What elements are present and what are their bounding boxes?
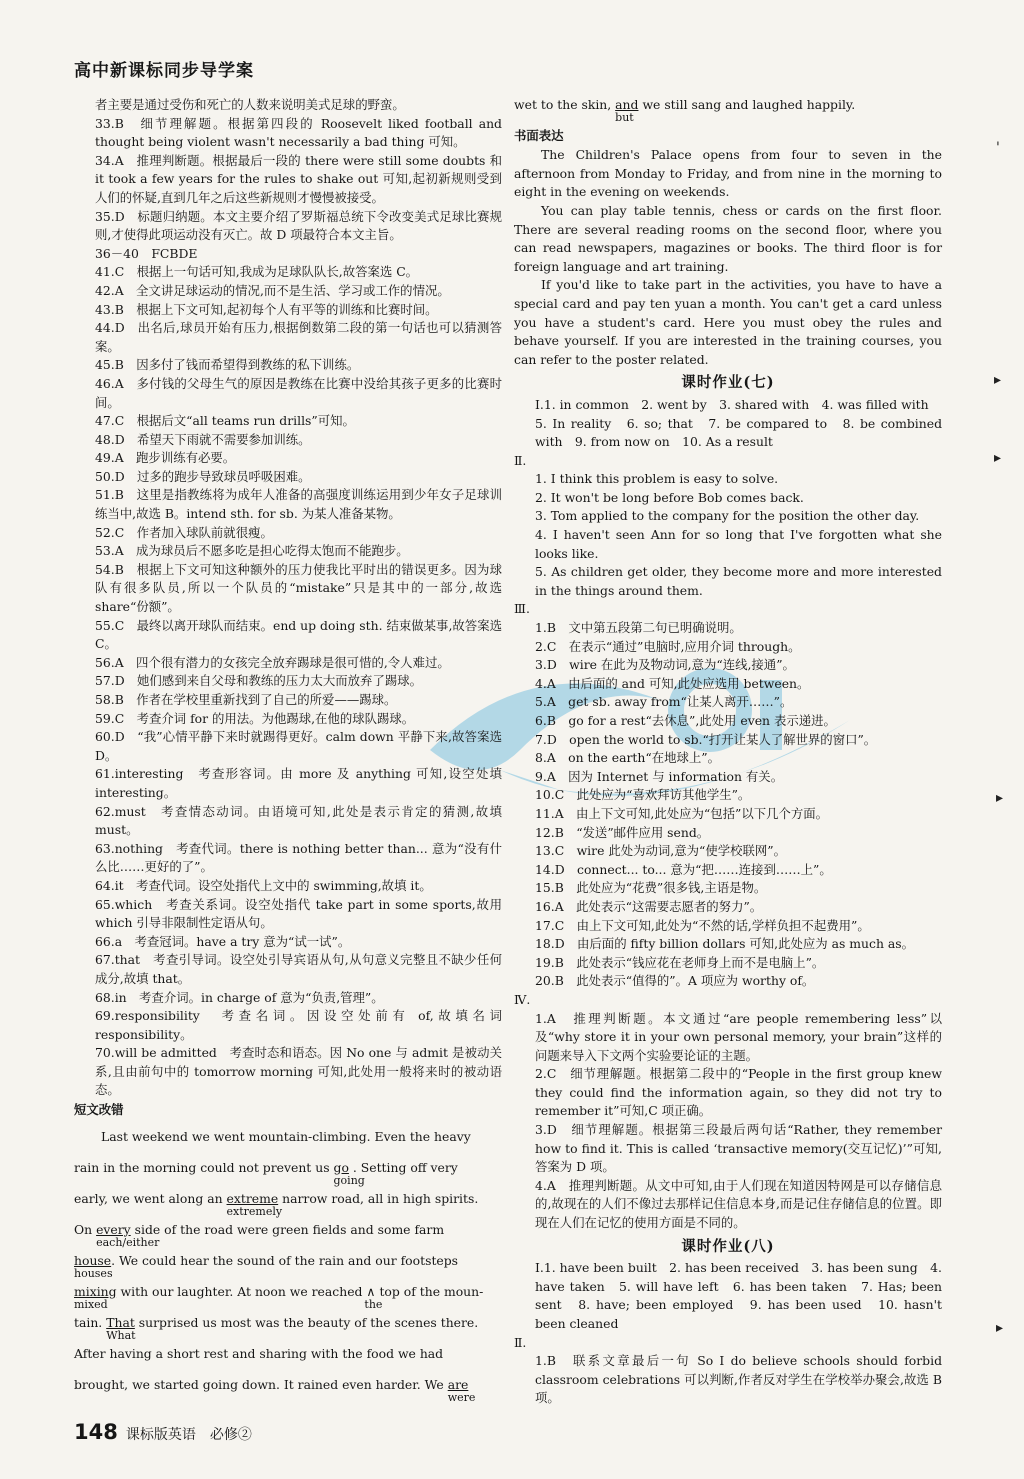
answer-item: 2. It won't be long before Bob comes back. [535,489,804,505]
error-word: go going [334,1152,349,1183]
answer-item: 59.C 考查介词 for 的用法。为他踢球,在他的球队踢球。 [95,710,415,726]
fix-word: mixed [74,1297,108,1311]
answer-item: 20.B 此处表示“值得的”。A 项应为 worthy of。 [535,973,815,989]
answer-item: 14.D connect... to... 意为“把……连接到……上”。 [535,861,832,877]
fix-word: extremely [226,1204,283,1218]
answer-item: 3.D 细节理解题。根据第三段最后两句话“Rather, they remember how to find it. This is called ‘transactive memory(交互记忆)’”可知,答案为 D 项。 [535,1122,942,1175]
error-word: extreme extremely [227,1183,279,1214]
answer-item: 4.A 由后面的 and 可知,此处应选用 between。 [535,675,810,691]
answer-item: 52.C 作者加入球队前就很瘦。 [95,524,273,540]
answer-item: Ⅰ.1. have been built 2. has been received 3. has been sung 4. have taken 5. will have left 6. has been taken 7. Has; been sent 8. have; been employed 9. has been used 10. hasn't been cleaned [535,1260,942,1331]
hw8-answers [514,1259,942,1408]
edge-mark: ' [996,140,1000,156]
answer-item: 48.D 希望天下雨就不需要参加训练。 [95,431,311,447]
answer-item: 1.A 推理判断题。本文通过“are people remembering less”以及“why store it in your own personal memory, your brain”这样的问题来导入下文两个实验要论证的主题。 [535,1010,942,1063]
answer-item: 66.a 考查冠词。have a try 意为“试一试”。 [95,933,351,949]
answer-item: 8.A on the earth“在地球上”。 [535,750,720,766]
answer-item: 9.A 因为 Internet 与 information 有关。 [535,768,784,784]
correction-line: wet to the skin, and but we still sang and laughed happily. [514,96,942,115]
answer-item: 57.D 她们感到来自父母和教练的压力太大而放弃了踢球。 [95,673,423,689]
answer-item: 2.C 在表示“通过”电脑时,应用介词 through。 [535,638,801,654]
fix-word: houses [74,1266,113,1280]
writing-heading: 书面表达 [514,127,564,143]
right-column [514,96,942,1408]
error-word: every each/either [96,1214,131,1245]
section-label: Ⅱ. [514,452,527,468]
error-word: house houses [74,1245,111,1276]
answer-item: 64.it 考查代词。设空处指代上文中的 swimming,故填 it。 [95,877,432,893]
edge-mark: ▸ [994,372,1002,388]
page-number: 148 [74,1420,118,1444]
answer-item: 44.D 出名后,球员开始有压力,根据倒数第二段的第一句话也可以猜测答案。 [95,320,502,354]
writing-passage [514,146,942,369]
answer-item: 69.responsibility 考查名词。因设空处前有 of,故填名词 responsibility。 [95,1008,502,1042]
book-title: 高中新课标同步导学案 [74,61,254,81]
correction-line: house houses . We could hear the sound of the rain and our footsteps [74,1245,502,1276]
answer-item: 56.A 四个很有潜力的女孩完全放弃踢球是很可惜的,令人难过。 [95,654,450,670]
edge-mark: ▸ [994,450,1002,466]
answer-item: 63.nothing 考查代词。there is nothing better than... 意为“没有什么比……更好的了”。 [95,840,502,875]
answer-item: 58.B 作者在学校里重新找到了自己的所爱——踢球。 [95,692,397,707]
answer-item: 3. Tom applied to the company for the position the other day. [535,508,920,524]
writing-paragraph: The Children's Palace opens from four to seven in the afternoon from Monday to Friday, and from nine in the morning to eight in the evening on weekends. [514,147,942,200]
insert-mark: ∧ the [366,1276,375,1307]
answer-item: 43.B 根据上下文可知,起初每个人有平等的训练和比赛时间。 [95,301,438,317]
edge-mark: ▸ [996,1320,1004,1336]
correction-line: rain in the morning could not prevent us go going . Setting off very [74,1152,502,1183]
answer-item: 36－40 FCBDE [95,245,198,261]
answer-item: 5.A get sb. away from“让某人离开……”。 [535,694,793,710]
footer-text: 课标版英语 必修② [125,1427,252,1443]
answer-item: 67.that 考查引导词。设空处引导宾语从句,从句意义完整且不缺少任何成分,故填 that。 [95,952,502,986]
correction-line: mixing mixed with our laughter. At noon we reached ∧ the top of the moun- [74,1276,502,1307]
writing-paragraph: You can play table tennis, chess or cards on the first floor. There are several reading rooms on the second floor, where you can read newspapers, magazines or books. The third floor is for foreign language and art training. [514,202,942,274]
correction-passage [74,1121,502,1404]
answer-item: 12.B “发送”邮件应用 send。 [535,824,710,840]
answer-item: 16.A 此处表示“这需要志愿者的努力”。 [535,898,763,914]
left-column [74,96,502,1404]
error-word: are were [448,1369,469,1400]
answer-item: 70.will be admitted 考查时态和语态。因 No one 与 admit 是被动关系,且由前句中的 tomorrow morning 可知,此处用一般将来时的被动语态。 [95,1045,502,1098]
answer-item: 5. As children get older, they become more and more interested in the things around them. [535,564,942,598]
answer-item: 6.B go for a rest“去休息”,此处用 even 表示递进。 [535,713,836,728]
error-word: That What [106,1307,135,1338]
correction-line: brought, we started going down. It rained even harder. We are were [74,1369,502,1400]
answer-item: 49.A 跑步训练有必要。 [95,450,236,466]
fix-word: the [364,1297,383,1311]
edge-mark: ▸ [996,790,1004,806]
answer-item: 61.interesting 考查形容词。由 more 及 anything 可知,设空处填 interesting。 [95,766,502,800]
answer-item: 33.B 细节理解题。根据第四段的 Roosevelt liked football and thought being violent wasn't necessarily a bad thing 可知。 [95,115,502,150]
correction-line: Last weekend we went mountain-climbing. Even the heavy [101,1128,471,1144]
answer-item: 19.B 此处表示“钱应花在老师身上而不是电脑上”。 [535,954,825,970]
fix-word: each/either [96,1235,160,1249]
hw7-title: 课时作业(七) [681,374,775,392]
answer-item: 15.B 此处应为“花费”很多钱,主语是物。 [535,880,767,896]
fix-word: What [106,1328,136,1342]
answer-item: 3.D wire 在此为及物动词,意为“连线,接通”。 [535,657,795,673]
writing-paragraph: If you'd like to take part in the activities, you have to have a special card and pay ten yuan a month. You can't get a card unless you have a student's card. Here you must obey the rules and behave yourself. If you are interested in the training courses, you can refer to the poster related. [514,277,942,367]
answer-item: 7.D open the world to sb.“打开让某人了解世界的窗口”。 [535,731,877,747]
hw8-title: 课时作业(八) [681,1237,775,1255]
answer-item: 54.B 根据上下文可知这种额外的压力使我比平时出的错误更多。因为球队有很多队员,所以一个队员的“mistake”只是其中的一部分,故选 share“份额”。 [95,561,502,615]
answer-item: 17.C 由上下文可知,此处为“不然的话,学样负担不起费用”。 [535,917,870,933]
page-footer [74,1420,252,1444]
answer-item: 11.A 由上下文可知,此处应为“包括”以下几个方面。 [535,805,829,821]
answer-item: 62.must 考查情态动词。由语境可知,此处是表示肯定的猜测,故填 must。 [95,803,502,838]
correction-heading: 短文改错 [74,1102,124,1118]
correction-line: On every each/either side of the road were green fields and some farm [74,1214,502,1245]
answer-item: 42.A 全文讲足球运动的情况,而不是生活、学习或工作的情况。 [95,282,450,298]
answer-item: 1.B 联系文章最后一句 So I do believe schools should forbid classroom celebrations 可以判断,作者反对学生在学校举办聚会,故选 B 项。 [535,1353,942,1406]
answer-item: 53.A 成为球员后不愿多吃是担心吃得太饱而不能跑步。 [95,543,409,559]
answer-item: 35.D 标题归纳题。本文主要介绍了罗斯福总统下令改变美式足球比赛规则,才使得此项运动没有灭亡。故 D 项最符合本文主旨。 [95,208,502,243]
answer-item: 5. In reality 6. so; that 7. be compared to 8. be combined with 9. from now on 10. As a result [535,415,942,450]
answer-item: 2.C 细节理解题。根据第二段中的“People in the first group knew they could find the information again, so they did not try to remember it”可知,C 项正确。 [535,1066,942,1119]
answer-item: 50.D 过多的跑步导致球员呼吸困难。 [95,468,311,484]
answer-item: 55.C 最终以离开球队而结束。end up doing sth. 结束做某事,故答案选 C。 [95,617,502,652]
fix-word: going [333,1173,365,1187]
section-label: Ⅲ. [514,601,530,617]
hw7-answers [514,396,942,1233]
answer-item: 68.in 考查介词。in charge of 意为“负责,管理”。 [95,989,384,1005]
answer-item: 4.A 推理判断题。从文中可知,由于人们现在知道因特网是可以存储信息的,故现在的人们不像过去那样记住信息本身,而是记住存储信息的位置。即现在人们在记忆的使用方面是不同的。 [535,1177,942,1231]
answer-item: 18.D 由后面的 fifty billion dollars 可知,此处应为 as much as。 [535,936,915,952]
error-word: and but [615,96,638,115]
answer-item: 1. I think this problem is easy to solve. [535,471,779,487]
answer-item: Ⅰ.1. in common 2. went by 3. shared with 4. was filled with [535,396,929,412]
correction-line: tain. That What surprised us most was the beauty of the scenes there. [74,1307,502,1338]
fix-word: were [447,1390,476,1404]
answer-item: 65.which 考查关系词。设空处指代 take part in some sports,故用 which 引导非限制性定语从句。 [95,896,502,931]
answer-item: 47.C 根据后文“all teams run drills”可知。 [95,413,355,429]
answer-item: 46.A 多付钱的父母生气的原因是教练在比赛中没给其孩子更多的比赛时间。 [95,375,502,410]
answer-list [74,96,502,1100]
answer-item: 1.B 文中第五段第二句已明确说明。 [535,620,742,636]
answer-item: 13.C wire 此处为动词,意为“使学校联网”。 [535,843,787,859]
section-label: Ⅳ. [514,991,531,1007]
answer-item: 4. I haven't seen Ann for so long that I've forgotten what she looks like. [535,527,942,561]
answer-item: 34.A 推理判断题。根据最后一段的 there were still some doubts 和 it took a few years for the rules to shake out 可知,起初新规则受到人们的怀疑,直到几年之后这些新规则才慢慢被接受。 [95,152,502,205]
answer-item: 45.B 因多付了钱而希望得到教练的私下训练。 [95,357,360,373]
error-word: mixing mixed [74,1276,117,1307]
fix-word: but [615,111,634,124]
answer-item: 51.B 这里是指教练将为成年人准备的高强度训练运用到少年女子足球训练当中,故选 B。intend sth. for sb. 为某人准备某物。 [95,487,502,522]
correction-line: After having a short rest and sharing with the food we had [74,1345,444,1361]
section-label: Ⅱ. [514,1334,527,1350]
answer-item: 10.C 此处应为“喜欢拜访其他学生”。 [535,787,751,803]
answer-item: 41.C 根据上一句话可知,我成为足球队队长,故答案选 C。 [95,264,419,280]
answer-item: 者主要是通过受伤和死亡的人数来说明美式足球的野蛮。 [95,97,405,112]
correction-line: early, we went along an extreme extremely narrow road, all in high spirits. [74,1183,502,1214]
answer-item: 60.D “我”心情平静下来时就踢得更好。calm down 平静下来,故答案选 D。 [95,729,502,763]
